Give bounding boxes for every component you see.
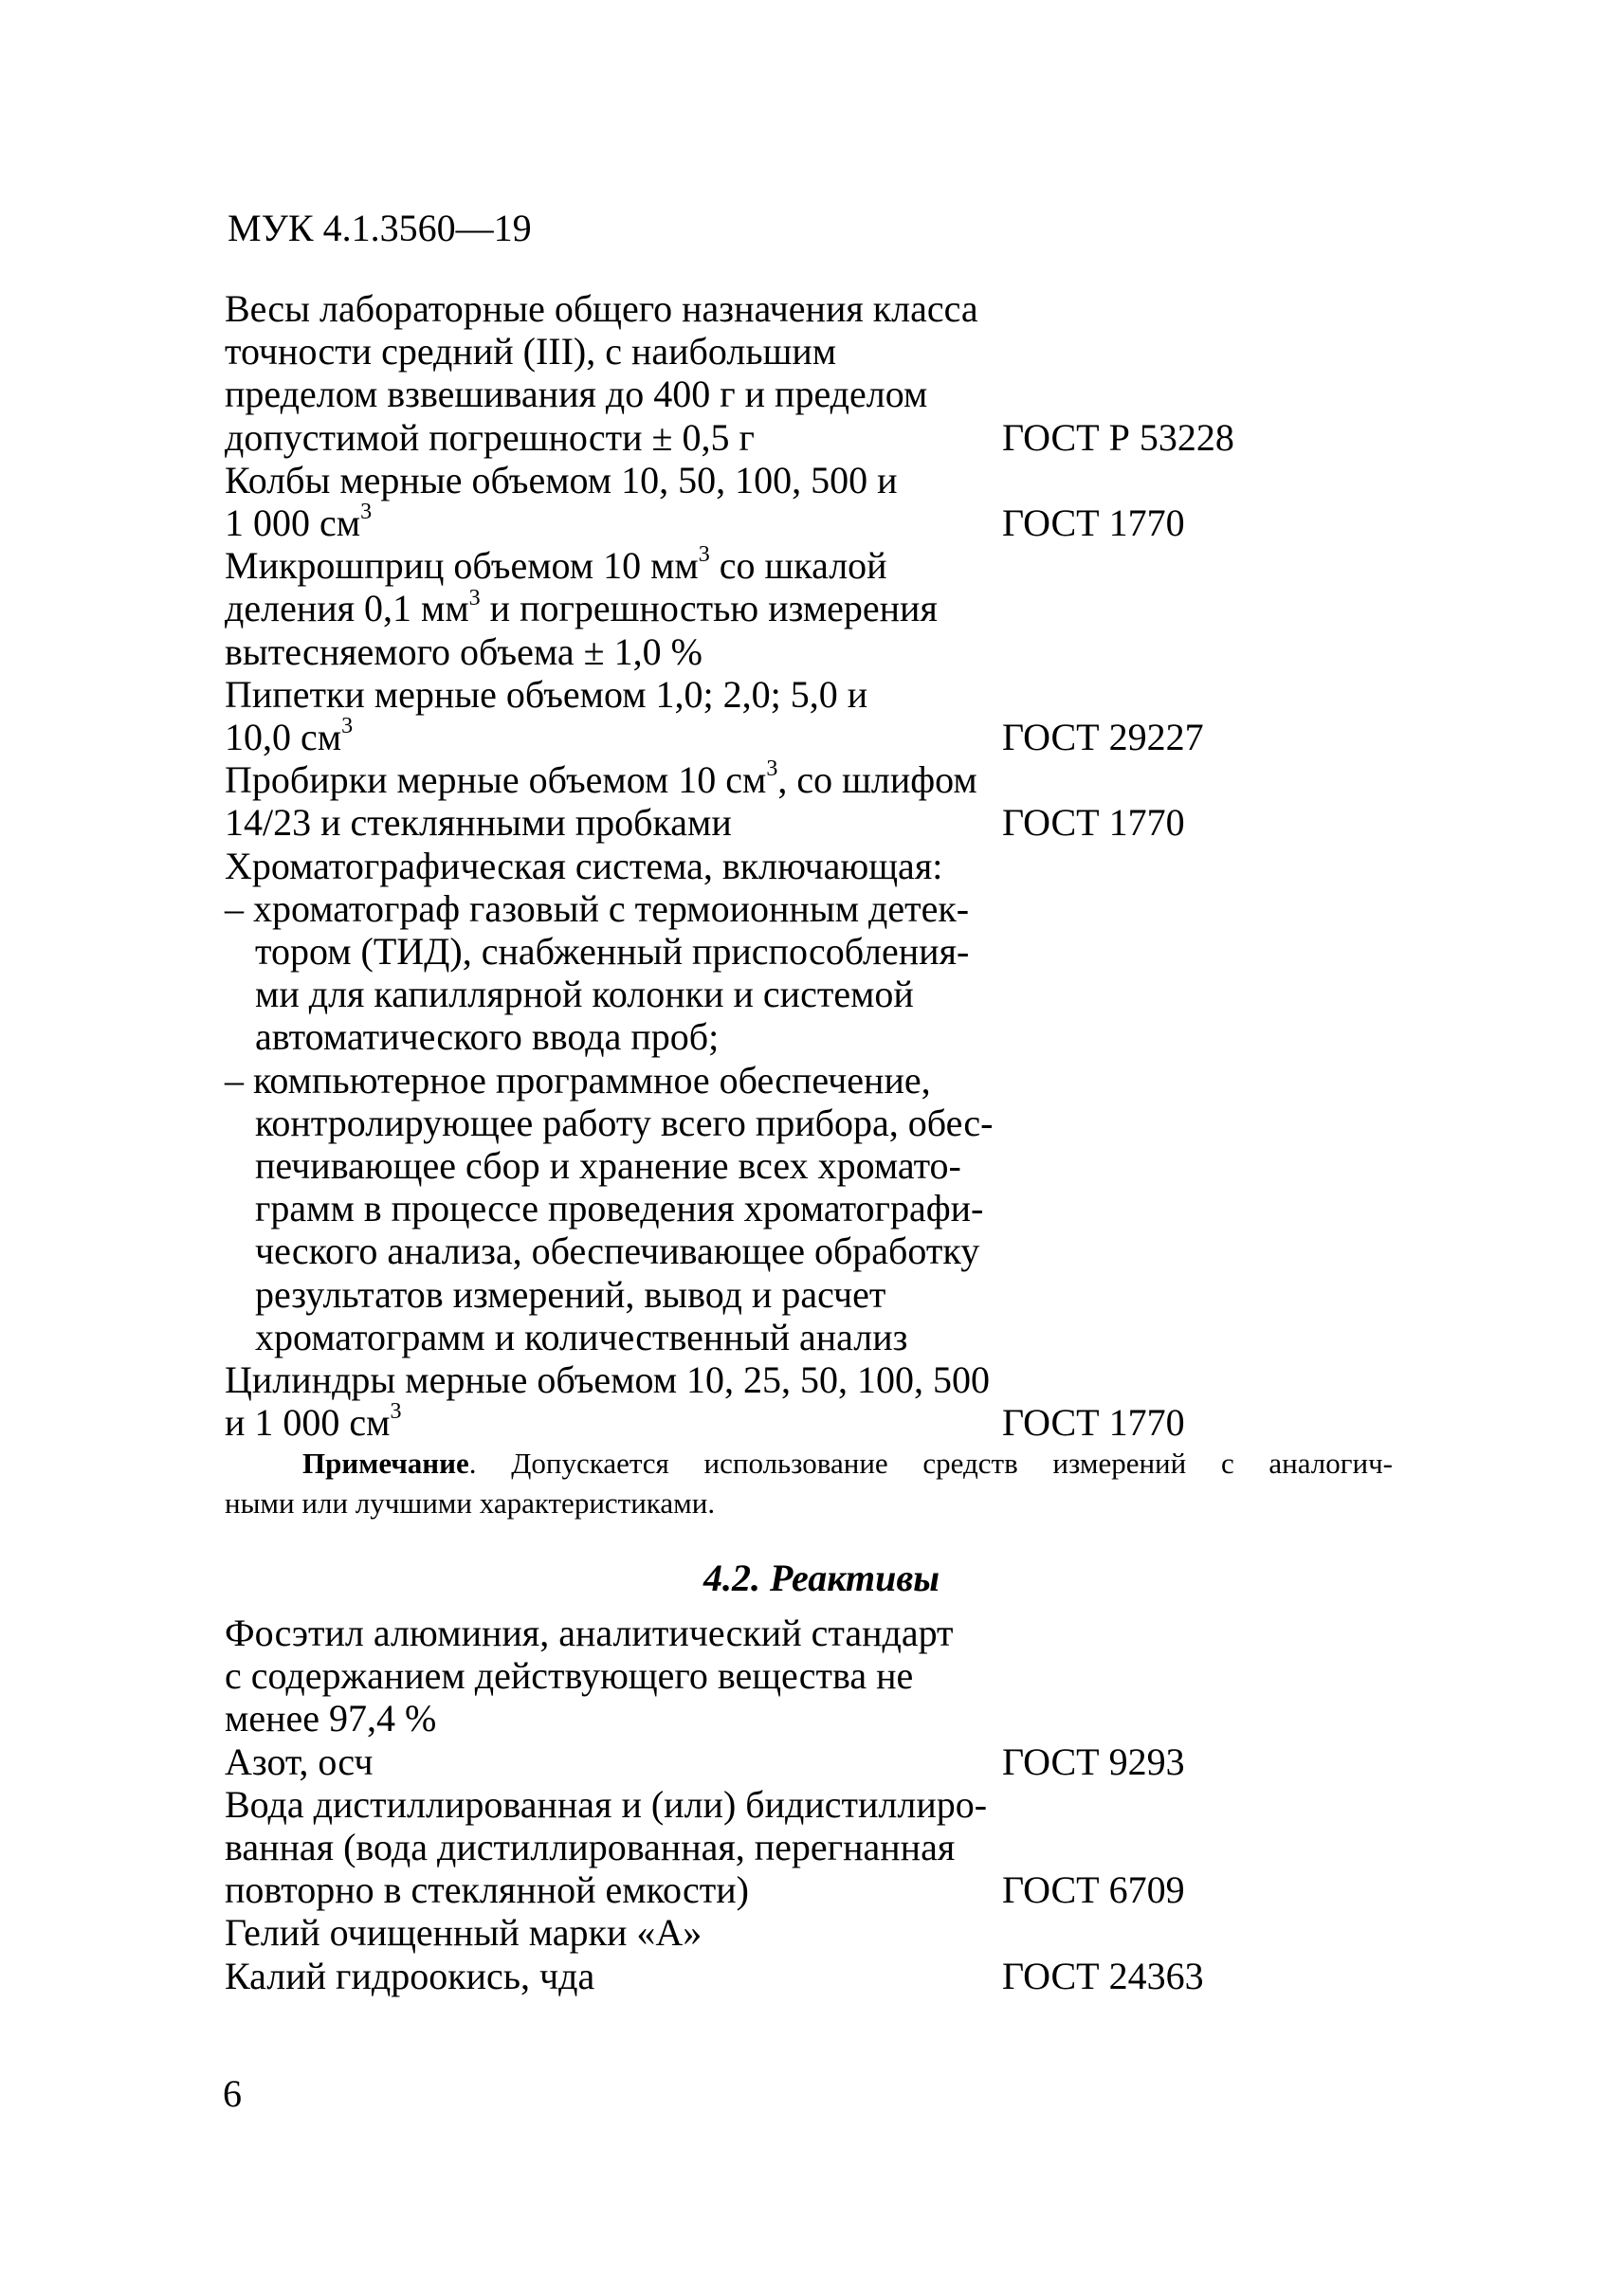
equipment-description-line: Весы лабораторные общего назначения класса [225,287,978,330]
reagent-description-line: с содержанием действующего вещества не [225,1654,914,1698]
equipment-description-line: Хроматографическая система, включающая: [225,844,943,887]
reagent-description [225,1612,1002,1740]
section-title: 4.2. Реактивы [703,1557,940,1599]
reagents-list [225,1612,1315,1997]
equipment-description-line: вытесняемого объема ± 1,0 % [225,629,703,673]
equipment-description-line: Пипетки мерные объемом 1,0; 2,0; 5,0 и [225,672,868,716]
reagent-description [225,1955,1002,1997]
reagent-description-line: Азот, осч [225,1739,374,1783]
reagent-item [225,1740,1315,1783]
reagent-item [225,1612,1315,1740]
equipment-description-line: Микрошприц объемом 10 $мм^3$ со шкалой [225,542,887,588]
equipment-description-line: тором (ТИД), снабженный приспособления- [255,930,970,974]
equipment-description-line: 14/23 и стеклянными пробками [225,801,732,845]
superscript-3: 3 [468,585,481,610]
page-number: 6 [223,2072,242,2115]
equipment-item [225,1358,1315,1444]
equipment-item [225,673,1315,758]
equipment-description-line: Колбы мерные объемом 10, 50, 100, 500 и [225,458,898,501]
superscript-3: 3 [341,714,354,739]
reagent-description-line: Фосэтил алюминия, аналитический стандарт [225,1612,954,1654]
equipment-description [225,287,1002,459]
reagent-description-line: ванная (вода дистиллированная, перегнанная [225,1826,956,1869]
equipment-item [225,845,1315,1358]
equipment-item [225,544,1315,673]
equipment-description-line: 10,0 $см^3$ [225,714,354,759]
reagent-description [225,1740,1002,1783]
equipment-description-line: 1 000 $см^3$ [225,500,373,545]
equipment-description-line: – хроматограф газовый с термоионным детек- [225,886,970,930]
equipment-item [225,459,1315,544]
equipment-description-line: Цилиндры мерные объемом 10, 25, 50, 100, 500 [225,1358,991,1402]
reagent-description [225,1783,1002,1912]
equipment-description [225,1358,1002,1444]
equipment-description-line: результатов измерений, вывод и расчет [255,1272,886,1316]
document-code: МУК 4.1.3560—19 [228,207,532,249]
note-text-1: . Допускается использование средств измерений с аналогич- [468,1447,1393,1480]
equipment-list [225,287,1315,1444]
equipment-description-line: ми для капиллярной колонки и системой [255,973,914,1016]
equipment-gost: ГОСТ 1770 [1002,1401,1185,1445]
equipment-description-line: печивающее сбор и хранение всех хромато- [255,1144,961,1188]
reagent-gost: ГОСТ 9293 [1002,1739,1185,1783]
equipment-gost: ГОСТ 1770 [1002,801,1185,845]
equipment-gost: ГОСТ 1770 [1002,501,1185,545]
equipment-description [225,459,1002,544]
equipment-description-line: Пробирки мерные объемом 10 $см^3$, со шлифом [225,756,977,802]
note-label: Примечание [302,1447,469,1480]
equipment-description-line: и 1 000 $см^3$ [225,1399,402,1445]
reagent-item [225,1783,1315,1912]
equipment-item [225,758,1315,844]
superscript-3: 3 [698,542,710,568]
reagent-gost: ГОСТ 24363 [1002,1954,1204,1997]
equipment-description-line: деления 0,1 $мм^3$ и погрешностью измерения [225,585,938,630]
reagent-description-line: менее 97,4 % [225,1697,437,1740]
reagent-description-line: Гелий очищенный марки «А» [225,1911,703,1955]
equipment-description-line: контролирующее работу всего прибора, обес- [255,1101,994,1144]
equipment-description-line: автоматического ввода проб; [255,1015,720,1059]
equipment-description [225,845,1002,1358]
reagent-item [225,1911,1315,1954]
equipment-description [225,758,1002,844]
note [225,1444,1393,1523]
reagent-item [225,1955,1315,1997]
equipment-description-line: грамм в процессе проведения хроматографи- [255,1187,984,1230]
equipment-gost: ГОСТ 29227 [1002,716,1204,759]
reagent-description-line: повторно в стеклянной емкости) [225,1868,749,1912]
equipment-item [225,287,1315,459]
reagent-gost: ГОСТ 6709 [1002,1868,1185,1912]
equipment-description [225,673,1002,758]
note-line-2: ными или лучшими характеристиками. [225,1486,716,1520]
equipment-description-line: допустимой погрешности ± 0,5 г [225,415,755,459]
equipment-description-line: пределом взвешивания до 400 г и пределом [225,373,928,416]
equipment-description-line: хроматограмм и количественный анализ [255,1315,908,1358]
equipment-description-line: точности средний (III), с наибольшим [225,330,837,373]
equipment-description-line: – компьютерное программное обеспечение, [225,1058,931,1102]
reagent-description-line: Вода дистиллированная и (или) бидистиллиро- [225,1782,988,1826]
equipment-description [225,544,1002,673]
reagent-description [225,1911,1002,1954]
reagent-description-line: Калий гидроокись, чда [225,1954,595,1997]
note-line-1 [225,1444,1393,1484]
equipment-gost: ГОСТ Р 53228 [1002,415,1234,459]
superscript-3: 3 [360,500,373,525]
superscript-3: 3 [390,1399,402,1425]
equipment-description-line: ческого анализа, обеспечивающее обработку [255,1229,980,1273]
superscript-3: 3 [766,756,778,782]
